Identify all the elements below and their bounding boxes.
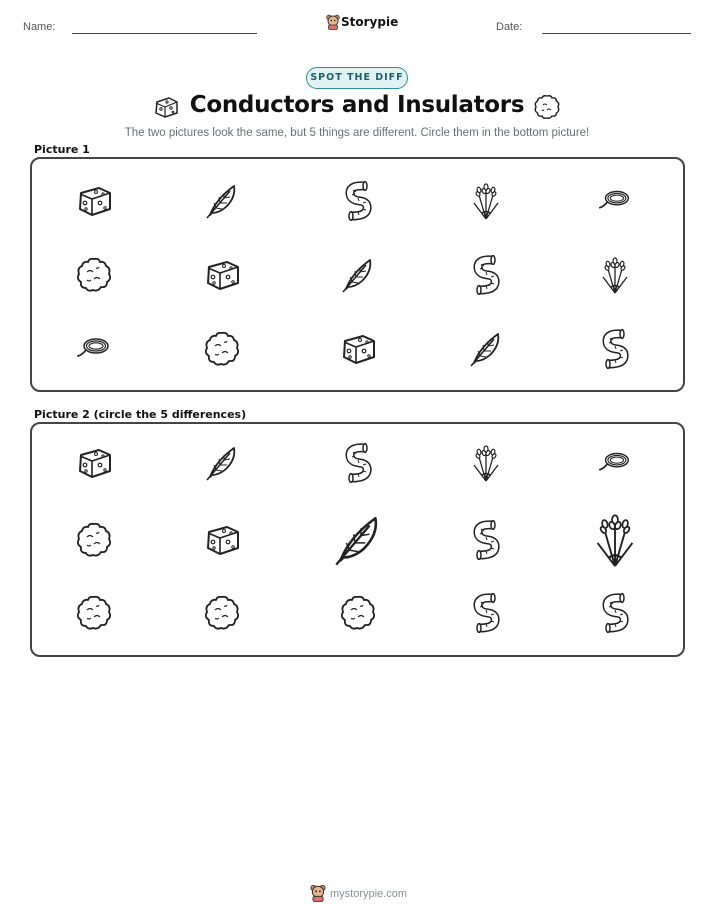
- date-label: Date:: [496, 21, 523, 33]
- cotton-ball-icon[interactable]: [202, 593, 242, 633]
- hose-icon[interactable]: [466, 520, 506, 560]
- sponge-icon: [74, 181, 114, 221]
- hose-icon: [466, 255, 506, 295]
- wheat-icon: [466, 181, 506, 221]
- hose-icon[interactable]: [338, 443, 378, 483]
- name-line[interactable]: [72, 33, 257, 34]
- footer-logo: [310, 884, 326, 902]
- feather-icon: [202, 181, 242, 221]
- hose-icon[interactable]: [595, 593, 635, 633]
- feather-icon: [338, 255, 378, 295]
- spot-the-diff-badge: SPOT THE DIFF: [306, 67, 408, 89]
- hose-icon[interactable]: [466, 593, 506, 633]
- wire-coil-icon[interactable]: [596, 444, 634, 482]
- title-cotton-ball-icon: [533, 93, 561, 121]
- footer-url: mystorypie.com: [330, 888, 408, 900]
- brand-logo: [326, 14, 340, 30]
- date-line[interactable]: [542, 33, 691, 34]
- sponge-icon: [202, 255, 242, 295]
- cotton-ball-icon[interactable]: [338, 593, 378, 633]
- bear-logo-icon: [326, 14, 340, 30]
- cotton-ball-icon[interactable]: [74, 593, 114, 633]
- instructions-text: The two pictures look the same, but 5 things are different. Circle them in the bottom picture!: [124, 127, 590, 139]
- wheat-icon: [595, 255, 635, 295]
- wire-coil-icon: [596, 182, 634, 220]
- feather-icon[interactable]: [329, 511, 387, 569]
- hose-icon: [338, 181, 378, 221]
- picture-2-label: Picture 2 (circle the 5 differences): [34, 408, 247, 421]
- sponge-icon: [338, 329, 378, 369]
- sponge-icon[interactable]: [74, 443, 114, 483]
- hose-icon: [595, 329, 635, 369]
- cotton-ball-icon: [202, 329, 242, 369]
- title-sponge-icon: [152, 94, 180, 120]
- cotton-ball-icon: [74, 255, 114, 295]
- wire-coil-icon: [74, 329, 114, 369]
- name-label: Name:: [23, 21, 56, 33]
- wheat-icon[interactable]: [466, 443, 506, 483]
- wheat-icon[interactable]: [586, 511, 644, 569]
- sponge-icon[interactable]: [202, 520, 242, 560]
- picture-1-label: Picture 1: [34, 143, 90, 156]
- bear-logo-icon: [310, 884, 326, 902]
- feather-icon: [466, 329, 506, 369]
- feather-icon[interactable]: [202, 443, 242, 483]
- brand-name: Storypie: [341, 15, 399, 29]
- cotton-ball-icon[interactable]: [74, 520, 114, 560]
- page-title: Conductors and Insulators: [189, 92, 525, 118]
